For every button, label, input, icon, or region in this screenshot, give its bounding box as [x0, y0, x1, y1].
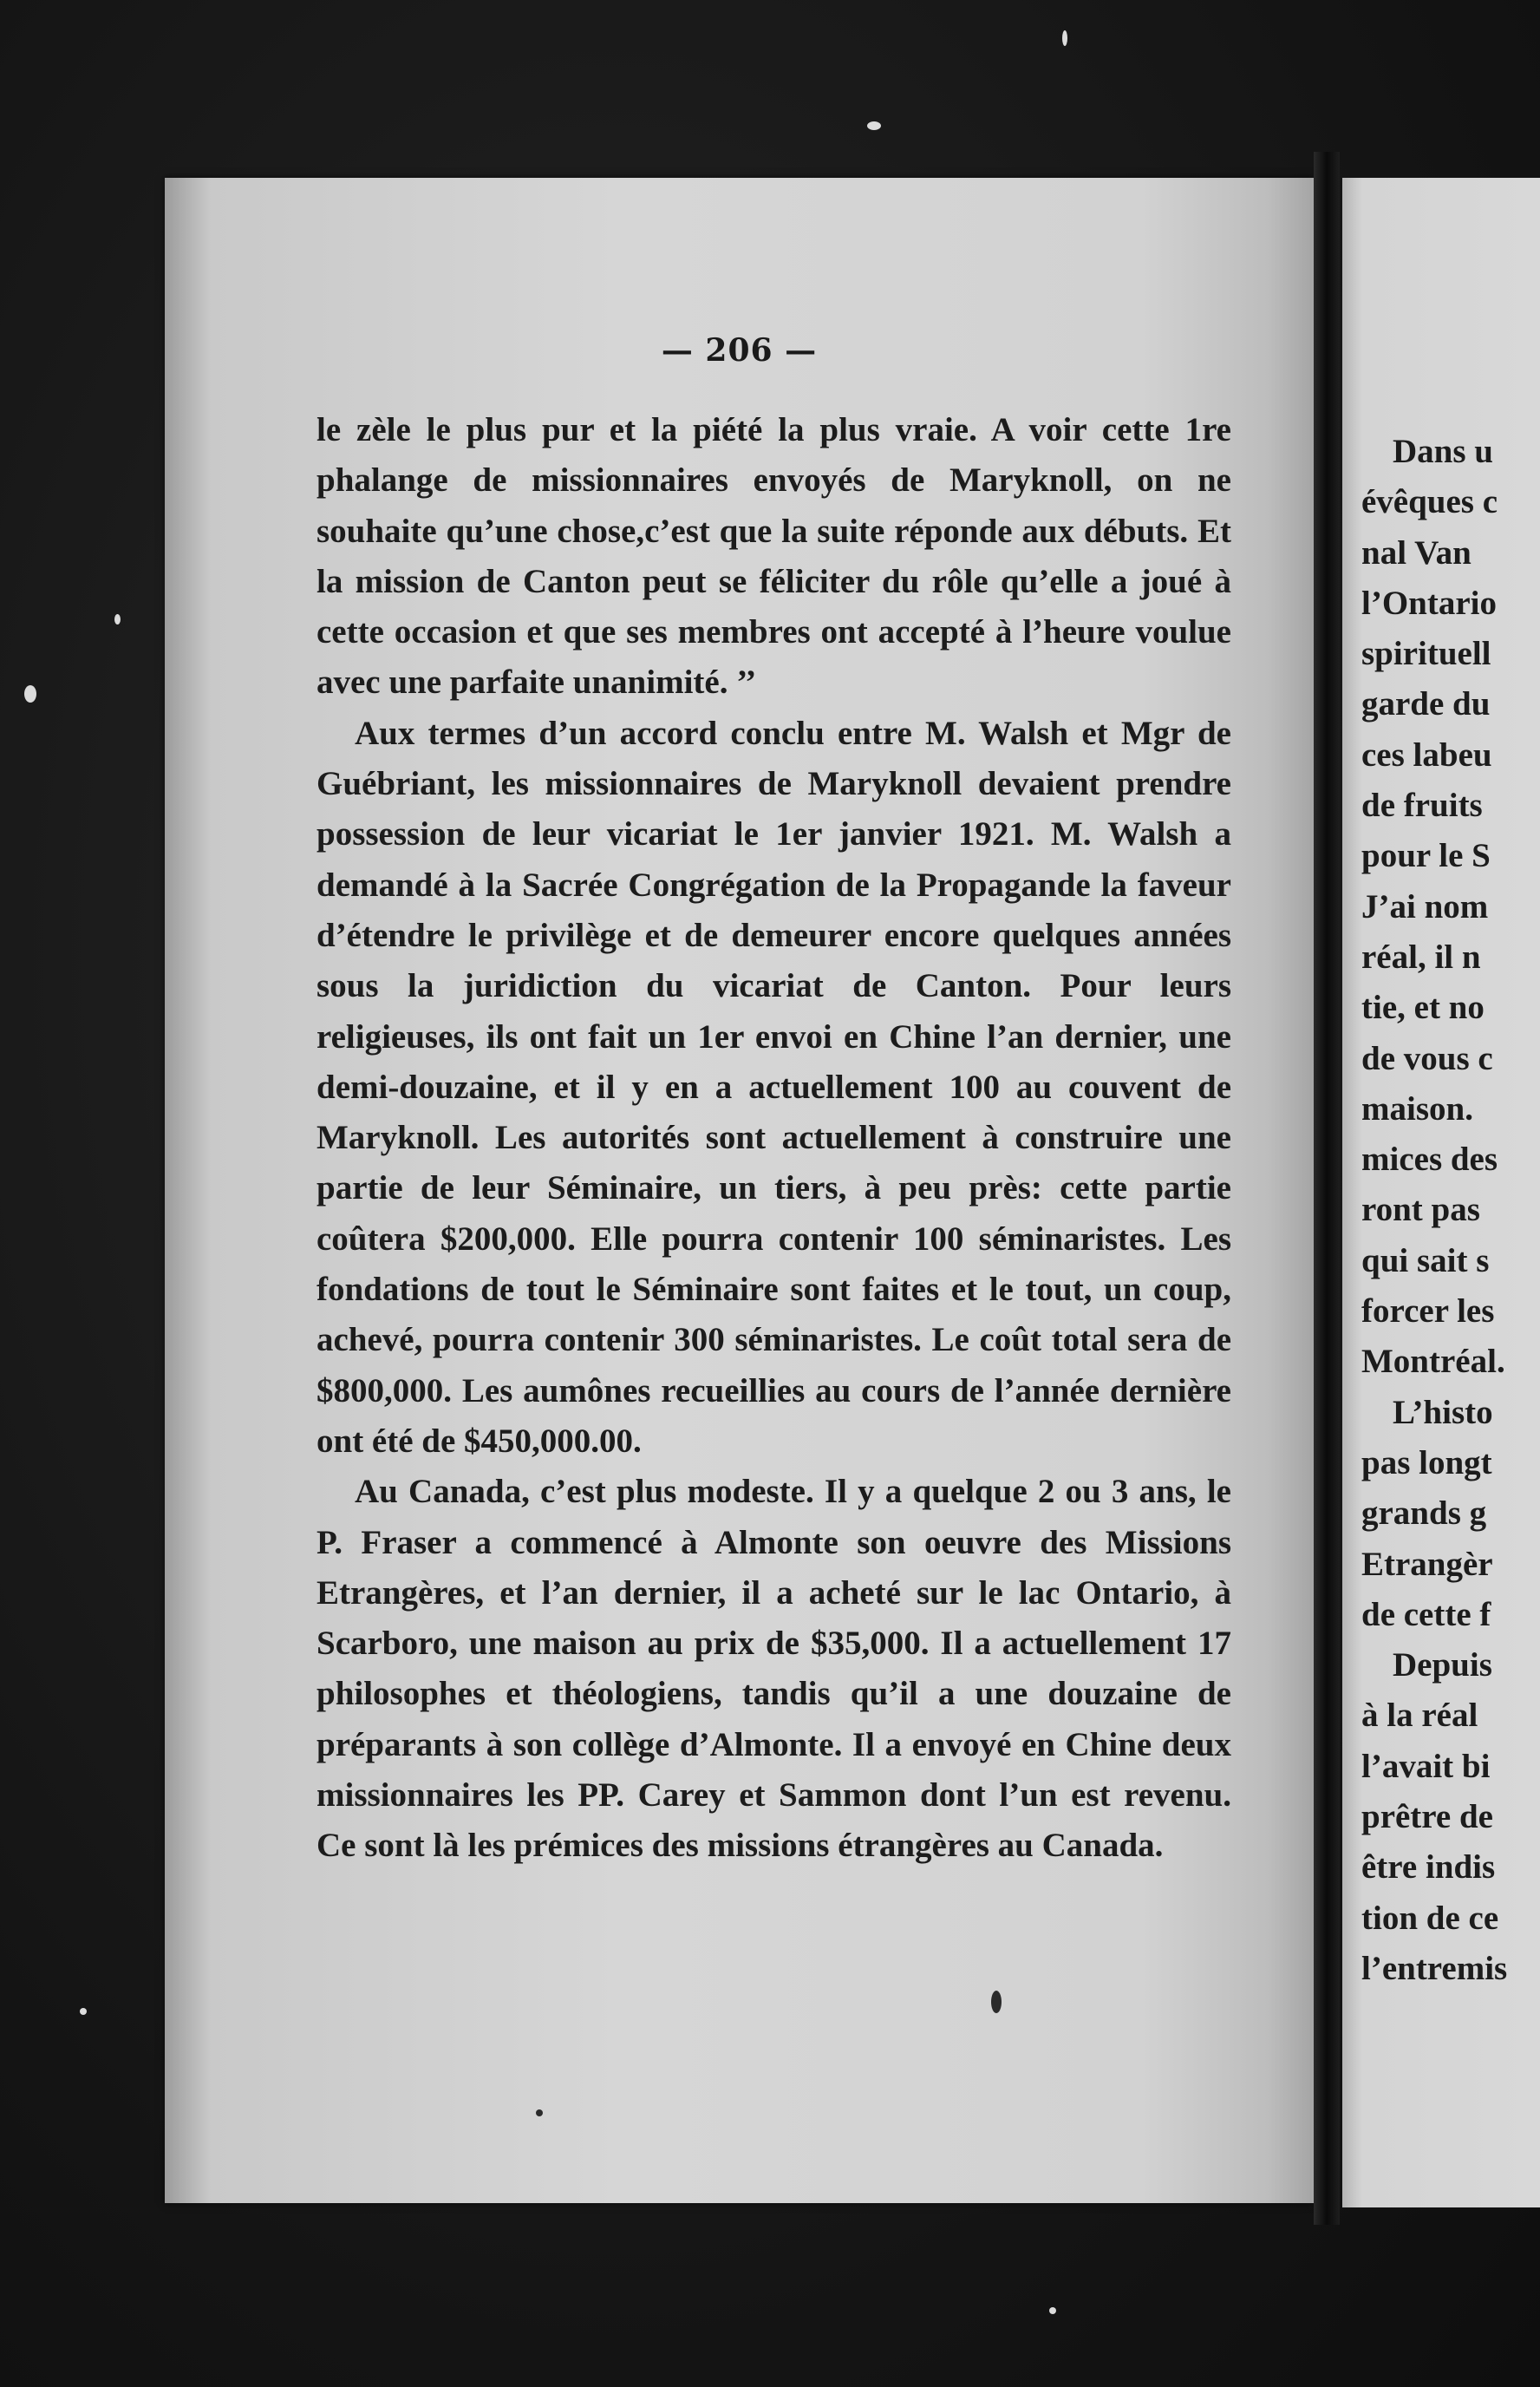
paragraph-2: Aux termes d’un accord conclu entre M. Walsh et Mgr de Guébriant, les missionnaires de Maryknoll devaient prendre possession de leur vicariat le 1er janvier 1921. M. Walsh a demandé à la Sacrée Congrégation de la Propagande la faveur d’étendre le privilège et de demeurer encore quelques années sous la juridiction du vicariat de Canton. Pour leurs religieuses, ils ont fait un 1er envoi en Chine l’an dernier, une demi-douzaine, et il y en a actuellement 100 au couvent de Maryknoll. Les autorités sont actuellement à construire une partie de leur Séminaire, un tiers, à peu près: cette partie coûtera $200,000. Elle pourra contenir 100 séminaristes. Les fondations de tout le Séminaire sont faites et le tout, un coup, achevé, pourra contenir 300 séminaristes. Le coût total sera de $800,000. Les aumônes recueillies au cours de l’année dernière ont été de $450,000.00.	[316, 714, 1231, 1460]
facing-line: mices des	[1361, 1141, 1498, 1179]
page-body	[316, 405, 1231, 1872]
dust-speck	[991, 1991, 1002, 2013]
facing-line: l’entremis	[1361, 1949, 1508, 1987]
facing-line: grands g	[1361, 1494, 1487, 1533]
facing-line: l’avait bi	[1361, 1747, 1491, 1785]
page-number: — 206 —	[661, 332, 818, 369]
facing-line: ront pas	[1361, 1191, 1480, 1229]
facing-line: tie, et no	[1361, 989, 1485, 1027]
facing-line: de cette f	[1361, 1595, 1491, 1633]
left-page	[165, 178, 1314, 2203]
facing-line: pour le S	[1361, 837, 1491, 875]
facing-line: réal, il n	[1361, 938, 1481, 976]
facing-line: l’Ontario	[1361, 584, 1497, 622]
facing-line: Montréal.	[1361, 1343, 1505, 1381]
dust-speck	[114, 614, 121, 625]
facing-line: spirituell	[1361, 635, 1491, 673]
book-gutter	[1314, 152, 1340, 2225]
facing-line: ces labeu	[1361, 736, 1492, 774]
facing-line: à la réal	[1361, 1697, 1478, 1735]
facing-line: de fruits	[1361, 787, 1483, 825]
dust-speck	[1049, 2307, 1056, 2314]
facing-line: L’histo	[1393, 1393, 1493, 1431]
facing-line: pas longt	[1361, 1443, 1492, 1481]
facing-line: garde du	[1361, 685, 1491, 723]
dust-speck	[867, 121, 881, 130]
facing-line: prêtre de	[1361, 1798, 1493, 1836]
facing-page-text	[1361, 427, 1507, 1994]
facing-line: forcer les	[1361, 1292, 1495, 1331]
facing-line: qui sait s	[1361, 1241, 1490, 1279]
dust-speck	[1062, 30, 1067, 46]
facing-line: de vous c	[1361, 1039, 1493, 1077]
paragraph-1: le zèle le plus pur et la piété la plus vraie. A voir cette 1re phalange de missionnaires envoyés de Maryknoll, on ne souhaite qu’une chose,c’est que la suite réponde aux débuts. Et la mission de Canton peut se féliciter du rôle qu’elle a joué à cette occasion et que ses membres ont accepté à l’heure voulue avec une parfaite unanimité. ’’	[316, 411, 1231, 702]
facing-page	[1342, 178, 1540, 2207]
facing-line: Depuis	[1393, 1646, 1492, 1684]
facing-line: nal Van	[1361, 533, 1471, 572]
facing-line: Etrangèr	[1361, 1545, 1493, 1583]
facing-line: évêques c	[1361, 483, 1498, 521]
dust-speck	[24, 685, 36, 703]
dust-speck	[80, 2008, 87, 2015]
dust-speck	[536, 2109, 543, 2116]
facing-line: maison.	[1361, 1089, 1473, 1128]
facing-line: J’ai nom	[1361, 887, 1489, 925]
facing-line: Dans u	[1393, 433, 1493, 470]
facing-line: tion de ce	[1361, 1899, 1499, 1937]
paragraph-3: Au Canada, c’est plus modeste. Il y a quelque 2 ou 3 ans, le P. Fraser a commencé à Almonte son oeuvre des Missions Etrangères, et l’an dernier, il a acheté sur le lac Ontario, à Scarboro, une maison au prix de $35,000. Il a actuellement 17 philosophes et théologiens, tandis qu’il a une douzaine de préparants à son collège d’Almonte. Il a envoyé en Chine deux missionnaires les PP. Carey et Sammon dont l’un est revenu. Ce sont là les prémices des missions étrangères au Canada.	[316, 1473, 1231, 1865]
facing-line: être indis	[1361, 1848, 1496, 1887]
